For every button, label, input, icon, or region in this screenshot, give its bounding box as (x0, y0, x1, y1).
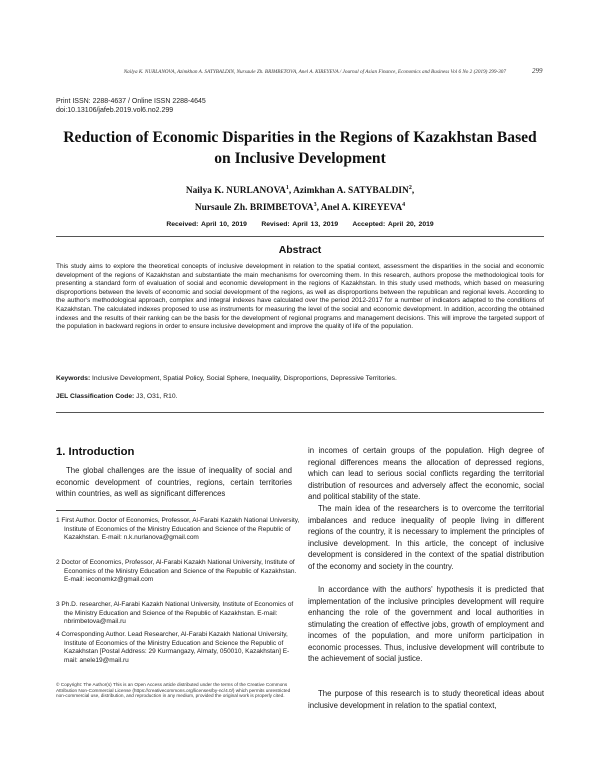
author-1: Nailya K. NURLANOVA (185, 186, 286, 197)
left-column-paragraph: The global challenges are the issue of inequality of social and economic development of countries, regions, certain territories within countries, as well as significant differences (56, 466, 292, 498)
keywords-label: Keywords: (56, 375, 91, 382)
author-separator: , (288, 186, 294, 197)
divider (56, 412, 544, 413)
divider (56, 236, 544, 237)
author-line-2 (56, 198, 544, 215)
received-date: Received: April 10, 2019 (166, 221, 247, 228)
author-separator: , (316, 203, 321, 214)
author-2: Azimkhan A. SATYBALDIN (293, 186, 409, 197)
title-line-2: on Inclusive Development (214, 150, 386, 167)
keywords-text: Inclusive Development, Spatial Policy, Social Sphere, Inequality, Disproportions, Depressive Territories. (90, 375, 397, 382)
footnote-2: 2 Doctor of Economics, Professor, Al-Farabi Kazakh National University, Institute of Economics of the Ministry Education and Science of the Republic of Kazakhstan. E-mail: ieconomkz@gmail.com (56, 559, 297, 583)
submission-dates (56, 221, 544, 228)
revised-date: Revised: April 13, 2019 (261, 221, 339, 228)
accepted-date: Accepted: April 20, 2019 (352, 221, 434, 228)
jel-label: JEL Classification Code: (56, 393, 135, 400)
section-heading: 1. Introduction (56, 446, 135, 458)
footnote-1: 1 First Author. Doctor of Economics, Professor, Al-Farabi Kazakh National University, Institute of Economics of the Ministry Education and Science of the Republic of Kazakhstan. E-mail: n.k.nurlanova@gmail.com (56, 517, 300, 541)
running-header: Nailya K. NURLANOVA, Azimkhan A. SATYBALDIN, Nursaule Zh. BRIMBETOVA, Anel A. KIREYEVA / Journal of Asian Finance, Economics and Business Vol 6 No 2 (2019) 299-307 (123, 69, 506, 75)
author-list (56, 181, 544, 215)
author-4-mark: 4 (402, 202, 406, 209)
author-separator: , (411, 186, 415, 197)
issn-line: Print ISSN: 2288-4637 / Online ISSN 2288-4645 (56, 98, 206, 105)
paper-title (56, 127, 544, 169)
author-line-1 (56, 181, 544, 198)
right-column-paragraph-3: In accordance with the authors' hypothesis it is predicted that implementation of the inclusive principles development will require enhancing the role of the government and local authorities in stimulating the creation of effective jobs, growth of employment and incomes of the population, and more uniform participation in economic processes. Thus, inclusive development will contribute to the achievement of social justice. (308, 585, 544, 663)
page-number: 299 (532, 67, 543, 75)
doi-line: doi:10.13106/jafeb.2019.vol6.no2.299 (56, 107, 174, 114)
right-column-paragraph-2: The main idea of the researchers is to overcome the territorial imbalances and reduce inequality of people living in different regions of the country, it is necessary to implement the principles of inclusive development. In this article, the concept of inclusive development is considered in the context of the spatial distribution of the economy and society in the country. (308, 504, 544, 571)
right-column-paragraph-1: in incomes of certain groups of the population. High degree of regional differences means the allocation of depressed regions, which can lead to serious social conflicts regarding the territorial distribution of resources and adversely affect the economic, social and political stability of the state. (308, 446, 544, 501)
footnote-4: 4 Corresponding Author. Lead Researcher, Al-Farabi Kazakh National University, Institute of Economics of the Ministry Education and Science the Republic of Kazakhstan [Postal Address: 29 Kurmangazy, Almaty, 050010, Kazakhstan] E-mail: anele19@mail.ru (56, 631, 290, 664)
author-3-mark: 3 (313, 202, 317, 209)
author-3: Nursaule Zh. BRIMBETOVA (194, 203, 314, 214)
title-line-1: Reduction of Economic Disparities in the Regions of Kazakhstan Based (63, 129, 537, 146)
abstract-heading: Abstract (278, 244, 322, 256)
right-column-paragraph-4: The purpose of this research is to study theoretical ideas about inclusive development in relation to the spatial context, (308, 689, 544, 710)
abstract-text: This study aims to explore the theoretical concepts of inclusive development in relation to the spatial context, assessment the disparities in the social and economic development of the regions of Kazakhstan and substantiate the main mechanisms for overcoming them. In this research, authors propose the methodological tools for presenting a standard form of evaluation of social and economic development in the regions of Kazakhstan. In this study used methods, which based on measuring disproportions between the levels of economic and social development of the regions, as well as disproportions between the republican and regional levels. According to the author's methodological approach, complex and integral indexes have calculated over the period 2012-2017 for a number of indicators adapted to the conditions of Kazakhstan. The calculated indexes proposed to use as instruments for measuring the level of the social and economic development. In addition, according the obtained indexes and the results of their ranking can be the basis for the development of regional programs and management decisions. This will improve the targeted support of the population in backward regions in order to ensure inclusive development and improve the quality of life of the population. (56, 263, 544, 331)
author-1-mark: 1 (285, 185, 289, 191)
footnote-3: 3 Ph.D. researcher, Al-Farabi Kazakh National University, Institute of Economics of the Ministry Education and Science of the Republic of Kazakhstan. E-mail: nbrimbetova@mail.ru (56, 601, 294, 625)
author-4: Anel A. KIREYEVA (320, 203, 403, 214)
footnote-divider (56, 510, 196, 511)
copyright-notice: © Copyright: The Author(s) This is an Open Access article distributed under the terms of the Creative Commons Attribution Non-Commercial License (https://creativecommons.org/licenses/by-nc/4.0/) which permits unrestricted non-commercial use, distribution, and reproduction in any medium, provided the original work is properly cited. (56, 682, 291, 698)
keywords (56, 375, 544, 382)
author-2-mark: 2 (408, 185, 412, 191)
jel-text: J3, O31, R10. (134, 393, 178, 400)
jel-codes (56, 393, 544, 400)
